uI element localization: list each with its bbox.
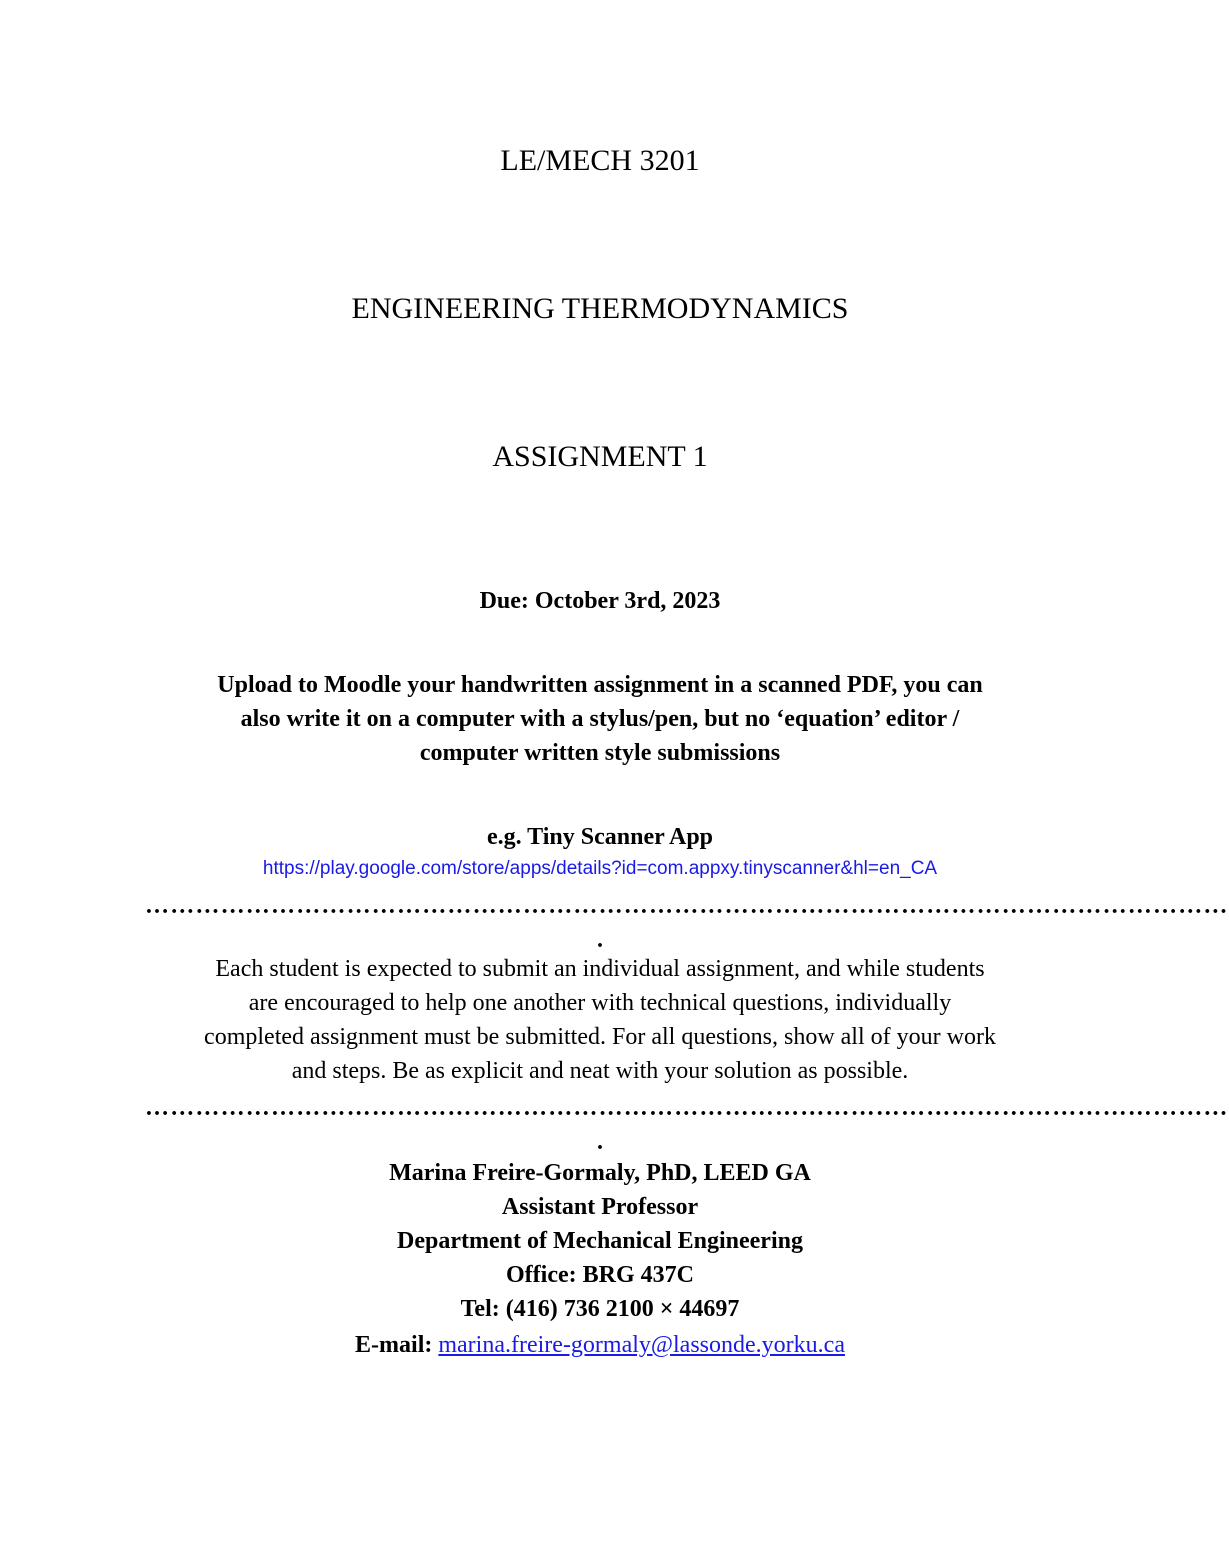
- policy-line-2: are encouraged to help one another with technical questions, individually: [248, 990, 952, 1016]
- upload-instructions-line-2: also write it on a computer with a stylus/pen, but no ‘equation’ editor /: [240, 706, 960, 732]
- policy-line-4: and steps. Be as explicit and neat with your solution as possible.: [291, 1058, 909, 1084]
- instructor-department: Department of Mechanical Engineering: [397, 1228, 803, 1254]
- policy-line-3: completed assignment must be submitted. For all questions, show all of your work: [204, 1024, 996, 1050]
- due-date: Due: October 3rd, 2023: [479, 588, 721, 614]
- assignment-title: ASSIGNMENT 1: [492, 440, 708, 473]
- instructor-position: Assistant Professor: [501, 1194, 699, 1220]
- email-link[interactable]: marina.freire-gormaly@lassonde.yorku.ca: [438, 1332, 845, 1358]
- scanner-app-link[interactable]: https://play.google.com/store/apps/details?id=com.appxy.tinyscanner&hl=en_CA: [262, 858, 938, 879]
- separator-dots-top: …………………………………………………………………………………………………………………: [145, 893, 1229, 919]
- instructor-tel: Tel: (416) 736 2100 × 44697: [460, 1296, 740, 1322]
- instructor-name: Marina Freire-Gormaly, PhD, LEED GA: [389, 1160, 811, 1186]
- email-label: E-mail:: [355, 1332, 433, 1358]
- course-title: ENGINEERING THERMODYNAMICS: [351, 292, 849, 325]
- upload-instructions-line-1: Upload to Moodle your handwritten assignment in a scanned PDF, you can: [217, 672, 983, 698]
- separator-dots-bottom: …………………………………………………………………………………………………………………: [145, 1095, 1229, 1121]
- separator-period-top: .: [597, 927, 603, 953]
- separator-period-bottom: .: [597, 1129, 603, 1155]
- course-code: LE/MECH 3201: [500, 144, 700, 177]
- instructor-email-line: [0, 1332, 1200, 1359]
- upload-instructions-line-3: computer written style submissions: [419, 740, 781, 766]
- example-app-label: e.g. Tiny Scanner App: [486, 824, 714, 850]
- instructor-office: Office: BRG 437C: [506, 1262, 694, 1288]
- policy-line-1: Each student is expected to submit an individual assignment, and while students: [215, 956, 985, 982]
